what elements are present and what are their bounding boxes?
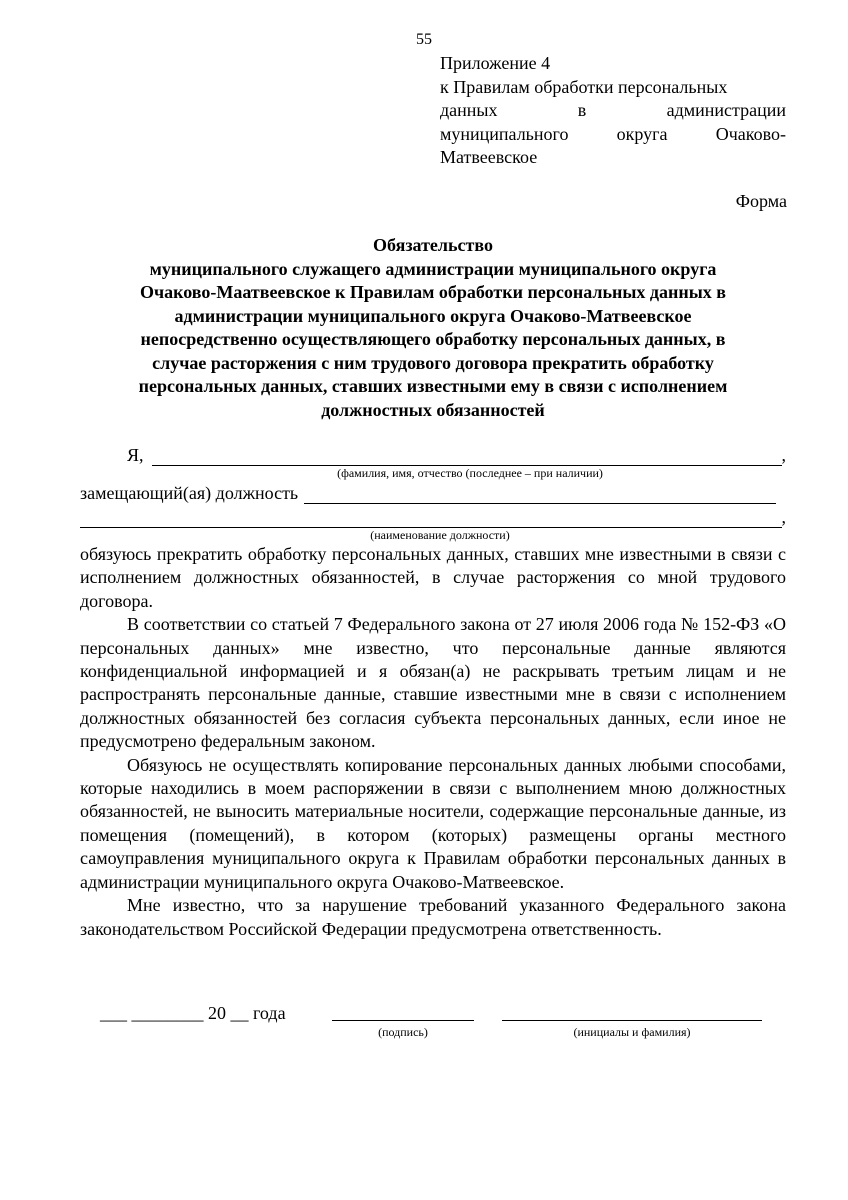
name-comma: , bbox=[781, 445, 786, 465]
paragraph: В соответствии со статьей 7 Федерального закона от 27 июля 2006 года № 152-ФЗ «О персональных данных» мне известно, что персональные данные являются конфиденциальной информацией и я обязан(а) не раскрывать третьим лицам и не распространять персональные данные, ставшие известными мне в связи с исполнением должностных обязанностей без согласия субъекта персональных данных, если иное не предусмотрено федеральным законом. bbox=[80, 614, 786, 752]
document-title bbox=[80, 234, 786, 422]
title-heading: Обязательство bbox=[373, 235, 493, 255]
appendix-line-2: к Правилам обработки персональных bbox=[440, 76, 728, 97]
appendix-word: в bbox=[577, 100, 587, 120]
appendix-word: администрации bbox=[666, 100, 786, 120]
appendix-word: Очаково- bbox=[715, 123, 786, 144]
paragraph: обязуюсь прекратить обработку персональных данных, ставших мне известными в связи с исполнением должностных обязанностей, в случае расторжения со мной трудового договора. bbox=[80, 544, 786, 611]
form-label: Форма bbox=[735, 191, 787, 211]
appendix-line-3 bbox=[440, 99, 786, 123]
title-line: должностных обязанностей bbox=[321, 399, 545, 420]
appendix-line-4 bbox=[440, 123, 786, 147]
appendix-word: муниципального bbox=[440, 123, 569, 144]
appendix-header bbox=[440, 52, 786, 170]
position-caption: (наименование должности) bbox=[370, 528, 510, 542]
page-number: 55 bbox=[416, 31, 432, 48]
title-line: непосредственно осуществляющего обработку персональных данных, в bbox=[140, 329, 726, 349]
document-body bbox=[80, 543, 786, 941]
position-field-line[interactable] bbox=[304, 485, 776, 504]
paragraph: Обязуюсь не осуществлять копирование персональных данных любыми способами, которые находились в моем распоряжении в связи с выполнением мною должностных обязанностей, не выносить материальные носители, содержащие персональные данные, из помещения (помещений), в котором (которых) размещены органы местного самоуправления муниципального округа к Правилам обработки персональных данных в администрации муниципального округа Очаково-Матвеевское. bbox=[80, 754, 786, 892]
title-line: персональных данных, ставших известными ему в связи с исполнением bbox=[138, 376, 728, 396]
name-signature-line[interactable] bbox=[502, 1019, 762, 1021]
signature-line[interactable] bbox=[332, 1019, 474, 1021]
appendix-word: данных bbox=[440, 100, 498, 120]
name-caption: (фамилия, имя, отчество (последнее – при наличии) bbox=[337, 466, 603, 480]
title-line: случае расторжения с ним трудового договора прекратить обработку bbox=[152, 352, 714, 373]
date-field[interactable]: ___ ________ 20 __ года bbox=[100, 1003, 286, 1023]
position-row-2 bbox=[80, 506, 786, 528]
position-comma: , bbox=[781, 507, 786, 527]
position-row bbox=[80, 482, 776, 504]
title-line: муниципального служащего администрации муниципального округа bbox=[149, 258, 717, 279]
paragraph: Мне известно, что за нарушение требований указанного Федерального закона законодательством Российской Федерации предусмотрена ответственность. bbox=[80, 895, 786, 939]
i-label: Я, bbox=[127, 445, 144, 465]
name-field-line[interactable] bbox=[152, 447, 782, 466]
title-line: Очаково-Маатвеевское к Правилам обработки персональных данных в bbox=[139, 282, 727, 302]
position-label: замещающий(ая) должность bbox=[80, 483, 299, 503]
initials-caption: (инициалы и фамилия) bbox=[573, 1025, 691, 1039]
name-row bbox=[80, 444, 786, 466]
appendix-line-5: Матвеевское bbox=[440, 147, 538, 167]
appendix-line-1: Приложение 4 bbox=[440, 53, 551, 73]
signature-caption: (подпись) bbox=[378, 1025, 428, 1039]
appendix-word: округа bbox=[616, 123, 668, 144]
title-line: администрации муниципального округа Очаково-Матвеевское bbox=[174, 305, 692, 326]
position-field-line-2[interactable] bbox=[80, 509, 782, 528]
